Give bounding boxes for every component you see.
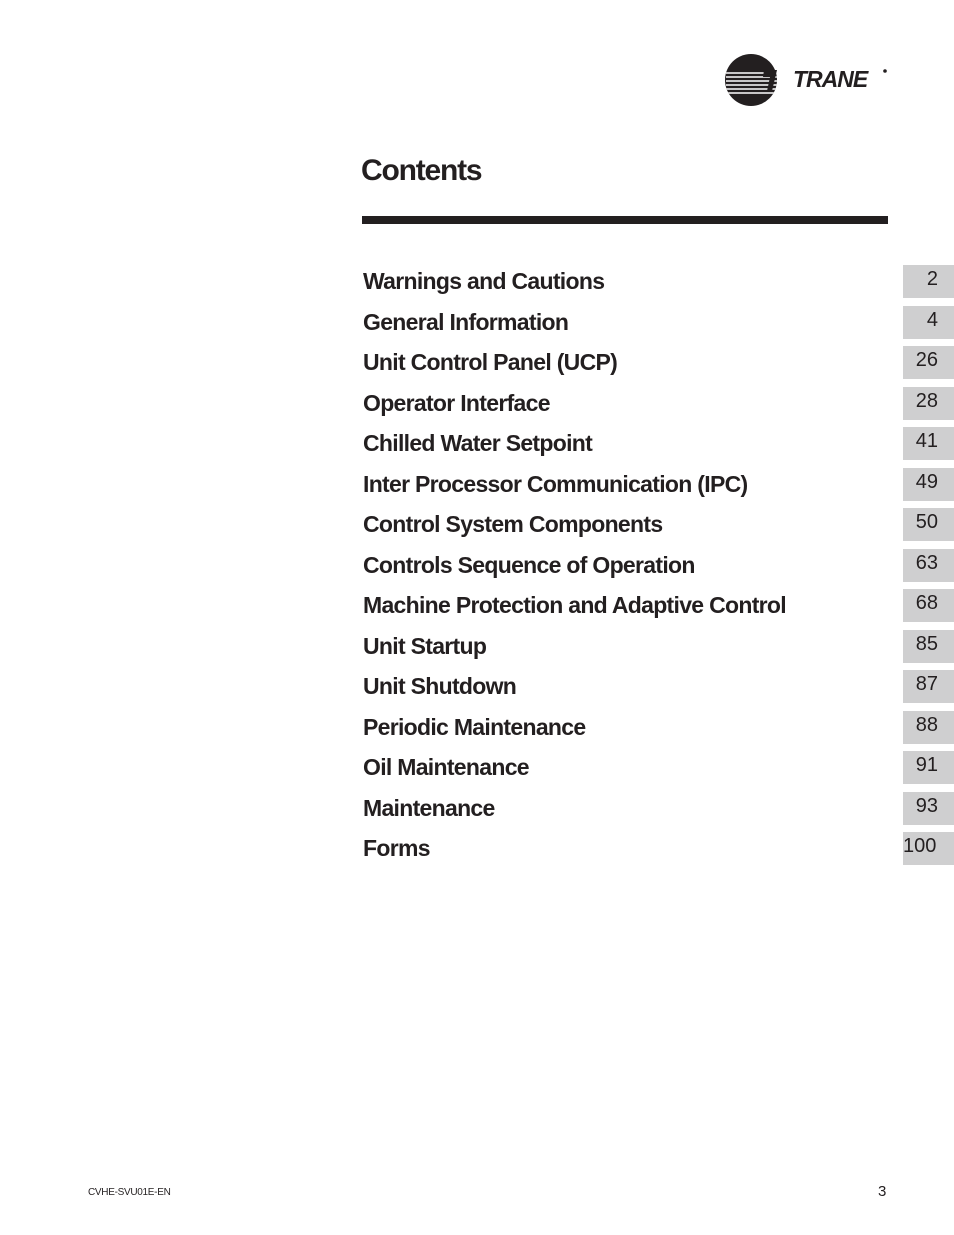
toc-entry-label[interactable]: Oil Maintenance — [363, 754, 529, 780]
brand-name: TRANE — [793, 66, 868, 92]
page-number: 3 — [878, 1183, 887, 1200]
toc-entry-label[interactable]: Operator Interface — [363, 390, 550, 416]
toc-entry[interactable] — [0, 427, 954, 467]
toc-entry[interactable] — [0, 670, 954, 710]
toc-entry-label[interactable]: Forms — [363, 835, 430, 861]
page-number-tab — [903, 589, 954, 622]
toc-entry-label[interactable]: Inter Processor Communication (IPC) — [363, 471, 748, 497]
toc-entry[interactable] — [0, 711, 954, 751]
toc-entry[interactable] — [0, 468, 954, 508]
toc-entry-label[interactable]: General Information — [363, 309, 569, 335]
toc-page-number: 87 — [915, 673, 938, 695]
toc-page-number: 28 — [915, 390, 938, 412]
toc-page-number: 2 — [926, 268, 938, 290]
toc-entry-label[interactable]: Control System Components — [363, 511, 663, 537]
toc-entry[interactable] — [0, 265, 954, 305]
toc-page-number: 91 — [915, 754, 938, 776]
toc-page-number: 49 — [915, 471, 938, 493]
page-number-tab — [903, 468, 954, 501]
toc-page-number: 63 — [915, 552, 938, 574]
page-number-tab — [903, 387, 954, 420]
toc-entry-label[interactable]: Unit Control Panel (UCP) — [363, 349, 618, 375]
toc-entry[interactable] — [0, 589, 954, 629]
document-code: CVHE-SVU01E-EN — [88, 1187, 171, 1198]
toc-page-number: 4 — [926, 309, 938, 331]
toc-page-number: 88 — [915, 714, 938, 736]
page-title: Contents — [361, 154, 482, 187]
toc-entry-label[interactable]: Periodic Maintenance — [363, 714, 586, 740]
page-number-tab — [903, 792, 954, 825]
page-number-tab — [903, 832, 954, 865]
toc-entry-label[interactable]: Controls Sequence of Operation — [363, 552, 695, 578]
toc-entry[interactable] — [0, 832, 954, 872]
toc-entry-label[interactable]: Unit Startup — [363, 633, 487, 659]
page-number-tab — [903, 751, 954, 784]
toc-entry[interactable] — [0, 306, 954, 346]
toc-page-number: 68 — [915, 592, 938, 614]
toc-entry-label[interactable]: Chilled Water Setpoint — [363, 430, 593, 456]
toc-entry[interactable] — [0, 792, 954, 832]
toc-entry[interactable] — [0, 346, 954, 386]
toc-entry-label[interactable]: Maintenance — [363, 795, 495, 821]
toc-entry-label[interactable]: Unit Shutdown — [363, 673, 517, 699]
toc-entry[interactable] — [0, 508, 954, 548]
page-number-tab — [903, 346, 954, 379]
toc-entry[interactable] — [0, 751, 954, 791]
toc-page-number: 100 — [903, 835, 937, 857]
page-number-tab — [903, 427, 954, 460]
toc-entry[interactable] — [0, 549, 954, 589]
page-number-tab — [903, 549, 954, 582]
page-number-tab — [903, 265, 954, 298]
page-number-tab — [903, 711, 954, 744]
toc-page-number: 85 — [915, 633, 938, 655]
toc-entry-label[interactable]: Warnings and Cautions — [363, 268, 605, 294]
page-number-tab — [903, 508, 954, 541]
toc-page-number: 50 — [915, 511, 938, 533]
toc-page-number: 93 — [915, 795, 938, 817]
toc-entry[interactable] — [0, 630, 954, 670]
toc-page-number: 26 — [915, 349, 938, 371]
page-number-tab — [903, 306, 954, 339]
page-number-tab — [903, 630, 954, 663]
page-number-tab — [903, 670, 954, 703]
toc-entry[interactable] — [0, 387, 954, 427]
toc-page-number: 41 — [915, 430, 938, 452]
toc-entry-label[interactable]: Machine Protection and Adaptive Control — [363, 592, 786, 618]
